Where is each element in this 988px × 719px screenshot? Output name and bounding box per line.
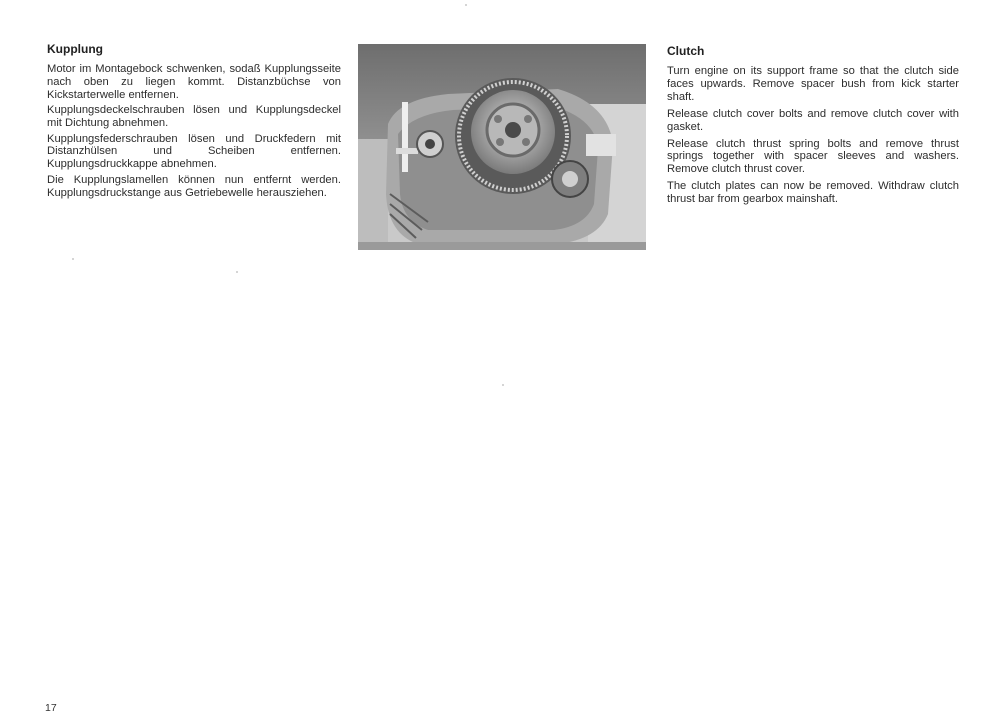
german-paragraph-2: Kupplungsdeckelschrauben lösen und Kupplungsdeckel mit Dichtung abnehmen. [47, 104, 341, 130]
german-paragraph-4: Die Kupplungslamellen können nun entfernt werden. Kupplungsdruckstange aus Getriebewelle herausziehen. [47, 173, 341, 199]
german-heading: Kupplung [47, 42, 103, 56]
paper-speck [465, 4, 467, 6]
german-paragraph-1: Motor im Montagebock schwenken, sodaß Kupplungsseite nach oben zu liegen kommt. Distanzbüchse von Kickstarterwelle entfernen. [47, 63, 341, 101]
english-heading: Clutch [667, 44, 705, 58]
clutch-photo [358, 44, 646, 250]
german-paragraph-3: Kupplungsfederschrauben lösen und Druckfedern mit Distanzhülsen und Scheiben entfernen. Kupplungsdruckkappe abnehmen. [47, 132, 341, 171]
english-paragraph-4: The clutch plates can now be removed. Withdraw clutch thrust bar from gearbox mainshaft. [667, 180, 959, 206]
english-paragraph-3: Release clutch thrust spring bolts and remove thrust springs together with spacer sleeves and washers. Remove clutch thrust cover. [667, 137, 959, 176]
english-column [667, 43, 959, 210]
english-paragraph-1: Turn engine on its support frame so that the clutch side faces upwards. Remove spacer bush from kick starter shaft. [667, 65, 959, 103]
english-paragraph-2: Release clutch cover bolts and remove clutch cover with gasket. [667, 107, 959, 133]
engine-clutch-image [358, 44, 646, 250]
paper-speck [502, 384, 504, 386]
page-number: 17 [45, 702, 57, 714]
paper-speck [236, 271, 238, 273]
german-column [47, 41, 341, 202]
paper-speck [72, 258, 74, 260]
